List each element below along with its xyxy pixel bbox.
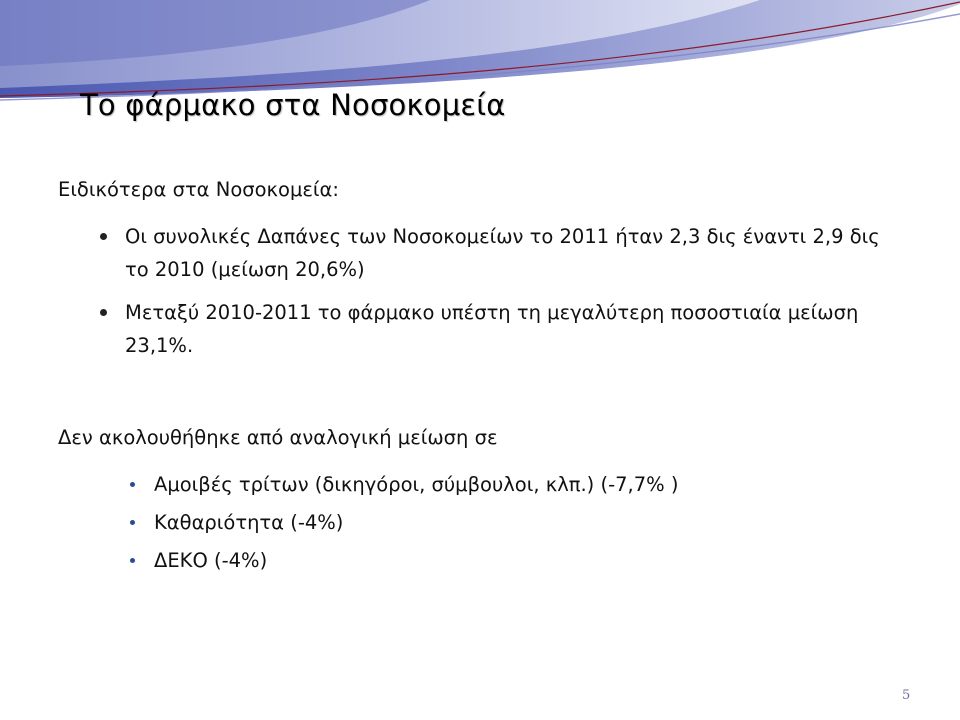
list-item	[130, 542, 830, 580]
intro-text: Ειδικότερα στα Νοσοκομεία:	[58, 178, 339, 201]
bullet-text: ΔΕΚΟ (-4%)	[154, 549, 268, 572]
bullet-text: Αμοιβές τρίτων (δικηγόροι, σύμβουλοι, κλπ.) (-7,7% )	[154, 473, 679, 496]
bullet-icon	[130, 520, 135, 525]
main-bullet-list	[100, 220, 890, 372]
bullet-icon	[130, 558, 135, 563]
bullet-text: Οι συνολικές Δαπάνες των Νοσοκομείων το 2011 ήταν 2,3 δις έναντι 2,9 δις το 2010 (μείωση 20,6%)	[125, 225, 880, 281]
bullet-text: Καθαριότητα (-4%)	[154, 511, 344, 534]
sub-bullet-list	[130, 466, 830, 580]
bullet-icon	[130, 482, 135, 487]
page-number: 5	[902, 688, 911, 703]
slide-title: Το φάρμακο στα Νοσοκομεία	[80, 88, 506, 122]
bullet-icon	[100, 233, 107, 240]
second-intro-text: Δεν ακολουθήθηκε από αναλογική μείωση σε	[58, 426, 498, 449]
bullet-icon	[100, 309, 107, 316]
bullet-text: Μεταξύ 2010-2011 το φάρμακο υπέστη τη μεγαλύτερη ποσοστιαία μείωση 23,1%.	[125, 301, 859, 357]
list-item	[100, 296, 890, 362]
list-item	[130, 504, 830, 542]
list-item	[130, 466, 830, 504]
list-item	[100, 220, 890, 286]
